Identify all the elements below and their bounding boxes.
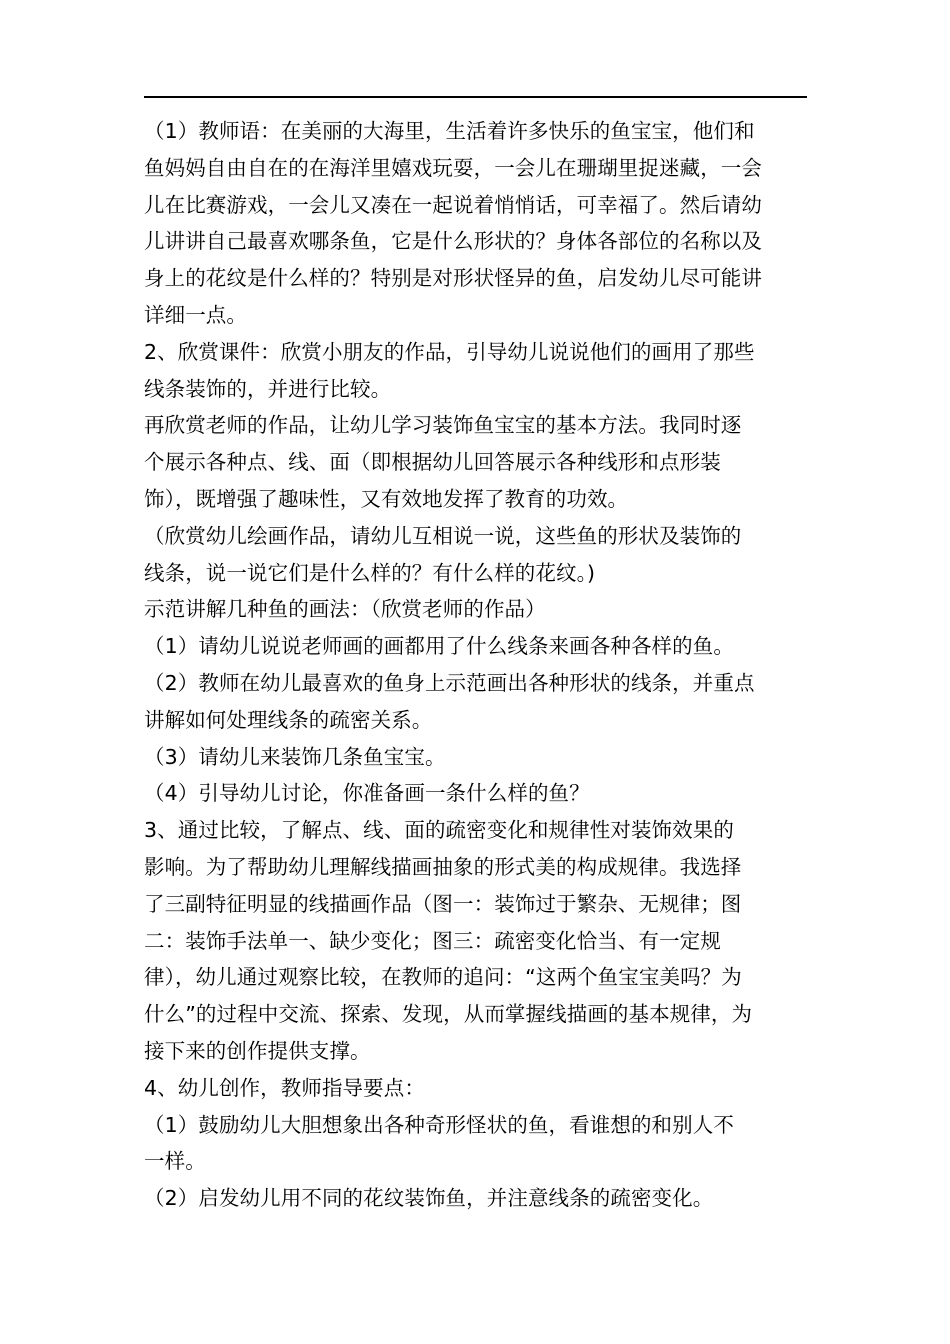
text-line: 个展示各种点、线、面（即根据幼儿回答展示各种线形和点形装 [144, 450, 721, 475]
text-line: 二：装饰手法单一、缺少变化；图三：疏密变化恰当、有一定规 [144, 928, 721, 953]
text-line: （2）启发幼儿用不同的花纹装饰鱼，并注意线条的疏密变化。 [144, 1186, 714, 1211]
text-line: 接下来的创作提供支撑。 [144, 1038, 371, 1063]
text-line: 饰），既增强了趣味性，又有效地发挥了教育的功效。 [144, 486, 629, 511]
text-line: （1）请幼儿说说老师画的画都用了什么线条来画各种各样的鱼。 [144, 634, 734, 659]
text-line: 一样。 [144, 1149, 206, 1174]
text-line: 线条装饰的，并进行比较。 [144, 376, 392, 401]
document-body [144, 113, 807, 1217]
text-line: 了三副特征明显的线描画作品（图一：装饰过于繁杂、无规律；图 [144, 891, 742, 916]
text-line: 2、欣赏课件：欣赏小朋友的作品，引导幼儿说说他们的画用了那些 [144, 339, 755, 364]
text-line: （欣赏幼儿绘画作品，请幼儿互相说一说，这些鱼的形状及装饰的 [144, 523, 742, 548]
text-line: 鱼妈妈自由自在的在海洋里嬉戏玩耍，一会儿在珊瑚里捉迷藏，一会 [144, 155, 762, 180]
text-line: 儿在比赛游戏，一会儿又凑在一起说着悄悄话，可幸福了。然后请幼 [144, 192, 762, 217]
text-line: 儿讲讲自己最喜欢哪条鱼，它是什么形状的？身体各部位的名称以及 [144, 229, 762, 254]
text-line: （3）请幼儿来装饰几条鱼宝宝。 [144, 744, 446, 769]
text-line: 讲解如何处理线条的疏密关系。 [144, 707, 433, 732]
text-line: （1）鼓励幼儿大胆想象出各种奇形怪状的鱼，看谁想的和别人不 [144, 1112, 734, 1137]
header-rule [144, 96, 807, 98]
text-line: （4）引导幼儿讨论，你准备画一条什么样的鱼？ [144, 781, 590, 806]
text-line: 什么”的过程中交流、探索、发现，从而掌握线描画的基本规律，为 [144, 1002, 753, 1027]
text-line: 详细一点。 [144, 302, 247, 327]
text-line: （2）教师在幼儿最喜欢的鱼身上示范画出各种形状的线条，并重点 [144, 670, 755, 695]
text-line: 线条，说一说它们是什么样的？有什么样的花纹。) [144, 560, 596, 585]
text-line: （1）教师语：在美丽的大海里，生活着许多快乐的鱼宝宝，他们和 [144, 119, 755, 143]
text-line: 再欣赏老师的作品，让幼儿学习装饰鱼宝宝的基本方法。我同时逐 [144, 413, 742, 438]
text-line: 4、幼儿创作，教师指导要点： [144, 1075, 425, 1100]
text-line: 律），幼儿通过观察比较，在教师的追问：“这两个鱼宝宝美吗？为 [144, 965, 742, 990]
text-line: 身上的花纹是什么样的？特别是对形状怪异的鱼，启发幼儿尽可能讲 [144, 266, 762, 291]
text-line: 影响。为了帮助幼儿理解线描画抽象的形式美的构成规律。我选择 [144, 854, 742, 879]
text-line: 示范讲解几种鱼的画法：（欣赏老师的作品） [144, 597, 546, 622]
text-line: 3、通过比较，了解点、线、面的疏密变化和规律性对装饰效果的 [144, 818, 734, 843]
